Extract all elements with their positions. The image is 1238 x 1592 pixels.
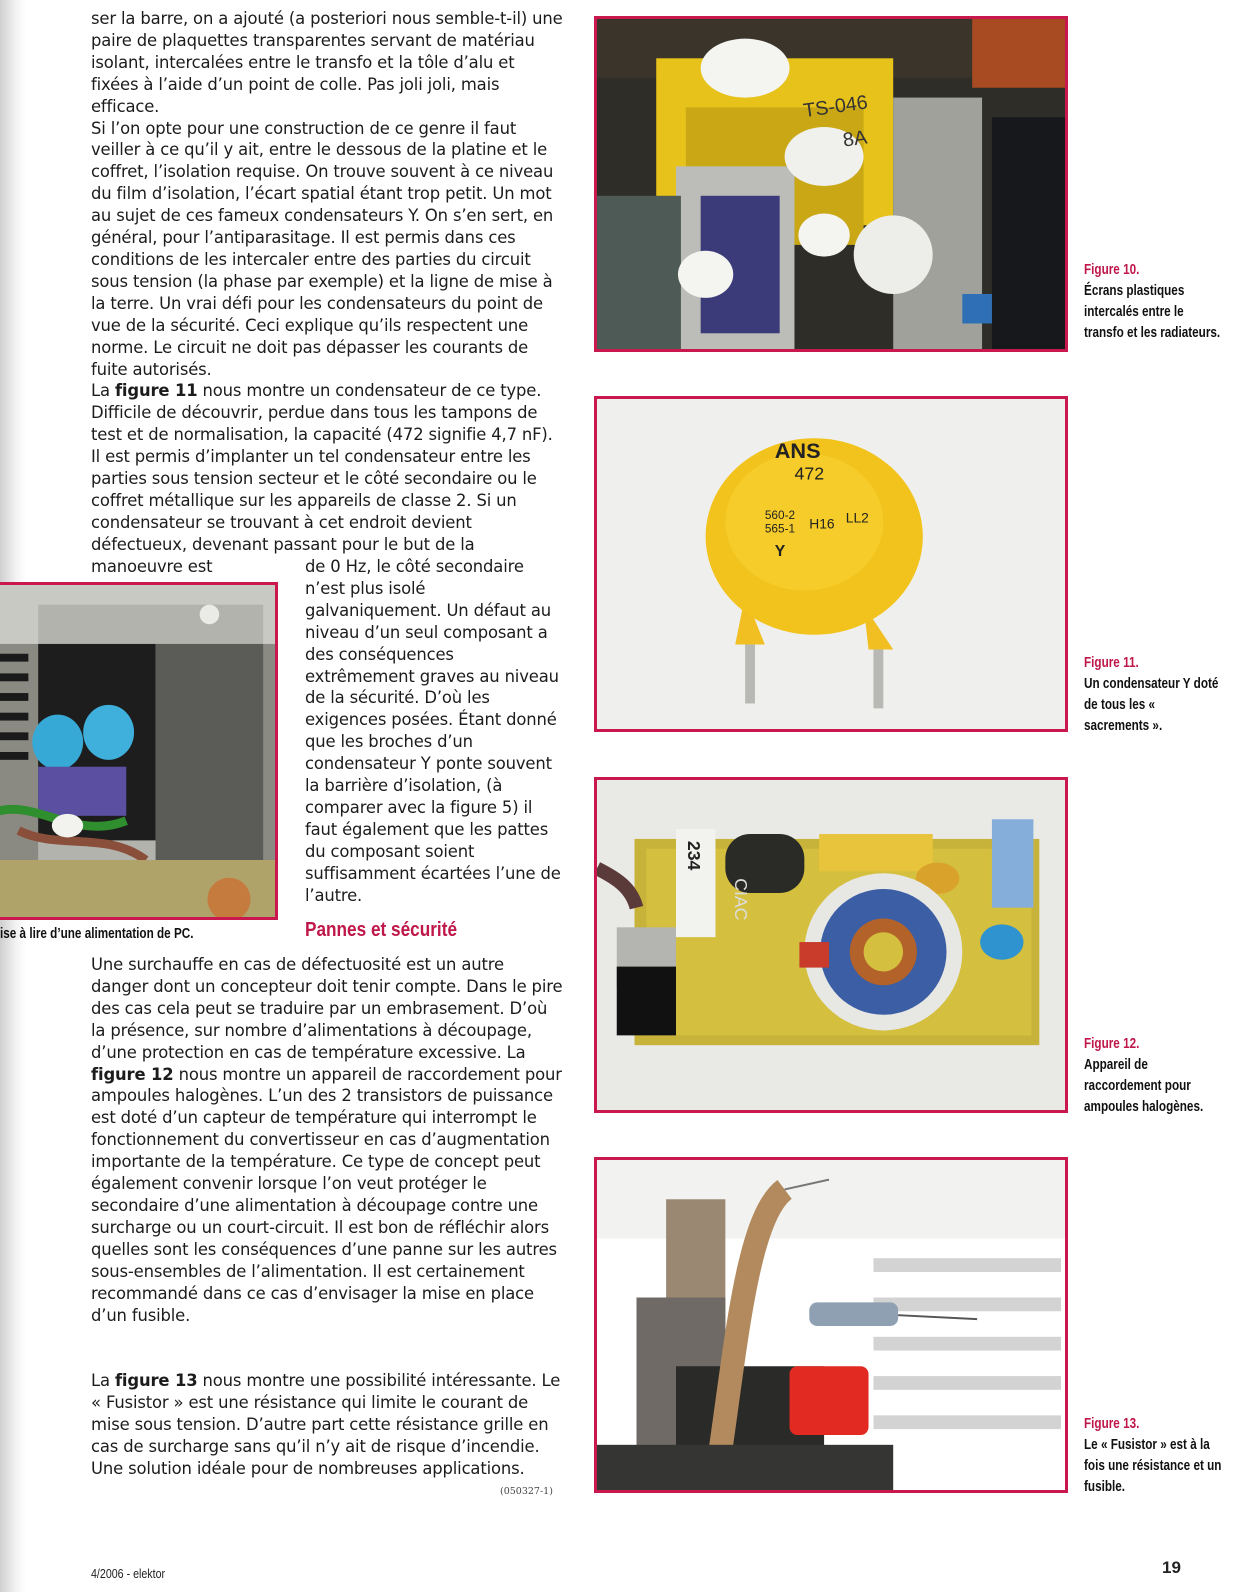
figure-pc-supply-photo bbox=[0, 582, 278, 920]
paragraph: Si l’on opte pour une construction de ce genre il faut veiller à ce qu’il y ait, entre le dessous de la platine et le coffret, l’isolation requise. On trouve souvent à ce niveau du film d’isolation, l’écart spatial étant trop petit. Un mot au sujet de ces fameux condensateurs Y. On s’en sert, en général, pour l’antiparasitage. Il est permis dans ces conditions de les intercaler entre des parties du circuit sous tension (la phase par exemple) et la ligne de mise à la terre. Un vrai défi pour les condensateurs du point de vue de la sécurité. Ceci explique qu’ils respectent une norme. Le circuit ne doit pas dépasser les courants de fuite autorisés. bbox=[91, 118, 554, 379]
paragraph: Une surchauffe en cas de défectuosité est un autre danger dont un concepteur doit tenir compte. Dans le pire des cas cela peut se traduire par un embrasement. D’où la présence, sur nombre d’alimentations à découpage, d’une protection en cas de température excessive. La figure 12 nous montre un appareil de raccordement pour ampoules halogènes. L’un des 2 transistors de puissance est doté d’un capteur de température qui interrompt le fonctionnement du convertisseur en cas d’augmentation importante de la température. Ce type de concept peut également convenir lorsque l’on veut protéger le secondaire d’une alimentation à découpage contre une surcharge ou un court-circuit. Il est bon de réfléchir alors quelles sont les conséquences d’une panne sur les autres sous-ensembles de l’alimentation. Il est certainement recommandé dans ce cas d’envisager la mise en place d’un fusible. bbox=[91, 955, 563, 1325]
article-column-last bbox=[91, 1370, 563, 1480]
figure-11-caption bbox=[1084, 653, 1223, 737]
capacitor-marking: 565-1 bbox=[764, 521, 796, 536]
wire-tag: 234 bbox=[683, 840, 704, 871]
marking-label: 8A bbox=[841, 126, 869, 152]
figure-reference: figure 11 bbox=[114, 381, 198, 401]
figure-10-caption bbox=[1084, 260, 1223, 344]
figure-11-photo bbox=[594, 396, 1068, 732]
paragraph: ser la barre, on a ajouté (a posteriori nous semble-t-il) une paire de plaquettes transparentes servant de matériau isolant, intercalées entre le transfo et la tôle d’alu et fixées à l’aide d’un point de colle. Pas joli joli, mais efficace. bbox=[91, 9, 563, 116]
capacitor-marking: LL2 bbox=[845, 510, 869, 526]
article-column-narrow bbox=[305, 556, 563, 907]
figure-12-caption bbox=[1084, 1034, 1223, 1118]
capacitor-marking: H16 bbox=[809, 516, 835, 532]
figure-10-photo bbox=[594, 16, 1068, 352]
figure-reference: figure 12 bbox=[91, 1064, 174, 1084]
section-heading: Pannes et sécurité bbox=[305, 919, 458, 941]
figure-number: Figure 12. bbox=[1084, 1036, 1140, 1052]
figure-13-photo bbox=[594, 1157, 1068, 1493]
figure-number: Figure 10. bbox=[1084, 262, 1140, 278]
inductor-marking: CIAC bbox=[731, 878, 752, 921]
caption-text: Écrans plastiques intercalés entre le transfo et les radiateurs. bbox=[1084, 283, 1221, 341]
capacitor-marking: Y bbox=[774, 543, 786, 561]
figure-12-photo bbox=[594, 777, 1068, 1113]
article-column-lower bbox=[91, 954, 563, 1326]
page-number: 19 bbox=[1162, 1558, 1181, 1577]
caption-text: Appareil de raccordement pour ampoules halogènes. bbox=[1084, 1057, 1204, 1115]
figure-reference: figure 13 bbox=[114, 1371, 198, 1390]
figure-number: Figure 13. bbox=[1084, 1416, 1140, 1432]
figure-caption-left: ise à lire d’une alimentation de PC. bbox=[0, 926, 194, 942]
issue-footer: 4/2006 - elektor bbox=[91, 1566, 166, 1581]
paragraph: La figure 11 nous montre un condensateur de ce type. Difficile de découvrir, perdue dans tous les tampons de test et de normalisation, la capacité (472 signifie 4,7 nF). Il est permis d’implanter un tel condensateur entre les parties sous tension secteur et le côté secondaire ou le coffret métallique sur les appareils de classe 2. Si un condensateur se trouvant à cet endroit devient défectueux, devenant passant pour le but de la manoeuvre est bbox=[91, 381, 553, 576]
marking-label: TS-046 bbox=[801, 91, 870, 123]
caption-text: Un condensateur Y doté de tous les « sacrements ». bbox=[1084, 676, 1219, 734]
paragraph: de 0 Hz, le côté secondaire n’est plus isolé galvaniquement. Un défaut au niveau d’un seul composant a des conséquences extrêmement graves au niveau de la sécurité. D’où les exigences posées. Étant donné que les broches d’un condensateur Y ponte souvent la barrière d’isolation, (à comparer avec la figure 5) il faut également que les pattes du composant soient suffisamment écartées l’une de l’autre. bbox=[305, 557, 561, 905]
article-column-top bbox=[91, 8, 563, 578]
figure-13-caption bbox=[1084, 1414, 1223, 1498]
caption-text: Le « Fusistor » est à la fois une résistance et un fusible. bbox=[1084, 1437, 1222, 1495]
capacitor-marking: 472 bbox=[794, 463, 825, 484]
paragraph: La figure 13 nous montre une possibilité intéressante. Le « Fusistor » est une résistance qui limite le courant de mise sous tension. D’autre part cette résistance grille en cas de surcharge sans qu’il n’y ait de risque d’incendie. Une solution idéale pour de nombreuses applications. bbox=[91, 1371, 561, 1478]
capacitor-marking: ANS bbox=[774, 437, 821, 463]
capacitor-marking: 560-2 bbox=[764, 507, 796, 522]
figure-number: Figure 11. bbox=[1084, 655, 1139, 671]
article-reference-code: (050327-1) bbox=[500, 1486, 553, 1497]
